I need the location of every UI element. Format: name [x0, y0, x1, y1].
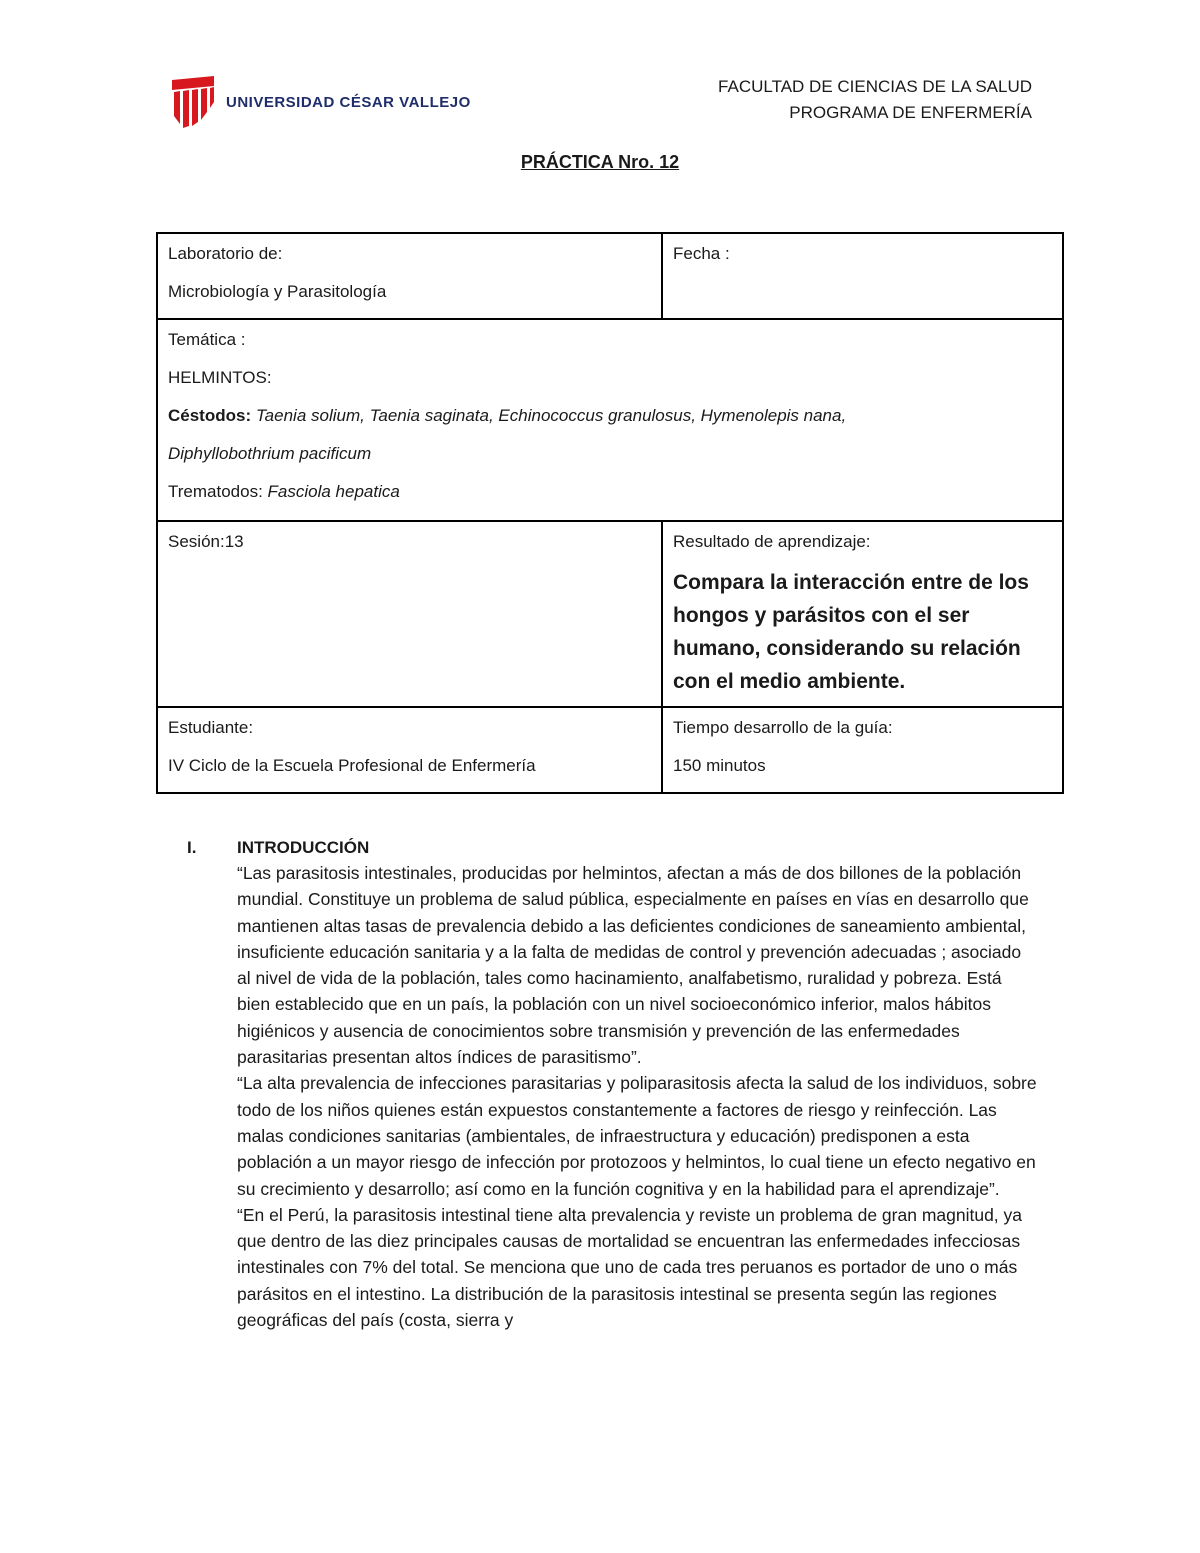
page-title: PRÁCTICA Nro. 12 [520, 152, 680, 172]
program-name: PROGRAMA DE ENFERMERÍA [789, 103, 1032, 122]
trematodes-species: Fasciola hepatica [267, 482, 400, 501]
lab-value: Microbiología y Parasitología [168, 282, 387, 301]
paragraph: “En el Perú, la parasitosis intestinal tiene alta prevalencia y reviste un problema de gran magnitud, ya que dentro de las diez principales causas de mortalidad se encuentran las enfermedades infecciosas intestinales con 7% del total. Se menciona que uno de cada tres peruanos es portador de uno o más parásitos en el intestino. La distribución de la parasitosis intestinal se presenta según las regiones geográficas del país (costa, sierra y [237, 1204, 1023, 1331]
cestodes-line [168, 406, 1052, 426]
introduction-section [187, 836, 1037, 1333]
student-label: Estudiante: [168, 718, 254, 737]
table-row [157, 707, 1063, 793]
university-name: UNIVERSIDAD CÉSAR VALLEJO [226, 93, 471, 111]
student-value: IV Ciclo de la Escuela Profesional de Enfermería [168, 756, 536, 775]
section-number: I. [187, 838, 197, 857]
university-shield-icon [170, 76, 216, 128]
outcome-text: Compara la interacción entre de los hongos y parásitos con el ser humano, considerando su relación con el medio ambiente. [673, 571, 1029, 693]
section-body [237, 860, 1037, 1333]
cestodes-species-cont: Diphyllobothrium pacificum [168, 444, 372, 463]
practice-info-table [156, 232, 1064, 794]
section-heading [187, 836, 1037, 860]
header-faculty-block [718, 74, 1032, 126]
cestodes-label: Céstodos: [168, 406, 252, 425]
date-label: Fecha : [673, 244, 730, 263]
time-value: 150 minutos [673, 756, 766, 775]
faculty-name: FACULTAD DE CIENCIAS DE LA SALUD [718, 77, 1032, 96]
date-cell [662, 233, 1063, 319]
table-row [157, 233, 1063, 319]
time-label: Tiempo desarrollo de la guía: [673, 718, 893, 737]
cestodes-species: Taenia solium, Taenia saginata, Echinococcus granulosus, Hymenolepis nana, [255, 406, 847, 425]
table-row [157, 521, 1063, 707]
paragraph: “Las parasitosis intestinales, producidas por helmintos, afectan a más de dos billones de la población mundial. Constituye un problema de salud pública, especialmente en países en vías en desarrollo que mantienen altas tasas de prevalencia debido a las deficientes condiciones de saneamiento ambiental, insuficiente educación sanitaria y a la falta de medidas de control y prevención adecuadas ; asociado al nivel de vida de la población, tales como hacinamiento, analfabetismo, ruralidad y pobreza. Está bien establecido que en un país, la población con un nivel socioeconómico inferior, malos hábitos higiénicos y ausencia de conocimientos sobre transmisión y prevención de las enfermedades parasitarias presentan altos índices de parasitismo”. [237, 863, 1029, 1068]
theme-group: HELMINTOS: [168, 368, 272, 387]
table-row [157, 319, 1063, 521]
trematodes-label: Trematodos: [168, 482, 263, 501]
university-logo [170, 76, 471, 128]
lab-label: Laboratorio de: [168, 244, 283, 263]
time-cell [662, 707, 1063, 793]
trematodes-line [168, 482, 1052, 502]
session-cell [157, 521, 662, 707]
session-label: Sesión:13 [168, 532, 244, 551]
theme-cell [157, 319, 1063, 521]
section-title: INTRODUCCIÓN [237, 838, 370, 857]
theme-label: Temática : [168, 330, 246, 349]
paragraph: “La alta prevalencia de infecciones parasitarias y poliparasitosis afecta la salud de los individuos, sobre todo de los niños quienes están expuestos constantemente a factores de riesgo y reinfección. Las malas condiciones sanitarias (ambientales, de infraestructura y educación) predisponen a esta población a un mayor riesgo de infección por protozoos y helmintos, lo cual tiene un efecto negativo en su crecimiento y desarrollo; así como en la función cognitiva y en la habilidad para el aprendizaje”. [237, 1073, 1037, 1199]
lab-cell [157, 233, 662, 319]
student-cell [157, 707, 662, 793]
outcome-cell [662, 521, 1063, 707]
outcome-label: Resultado de aprendizaje: [673, 532, 871, 551]
